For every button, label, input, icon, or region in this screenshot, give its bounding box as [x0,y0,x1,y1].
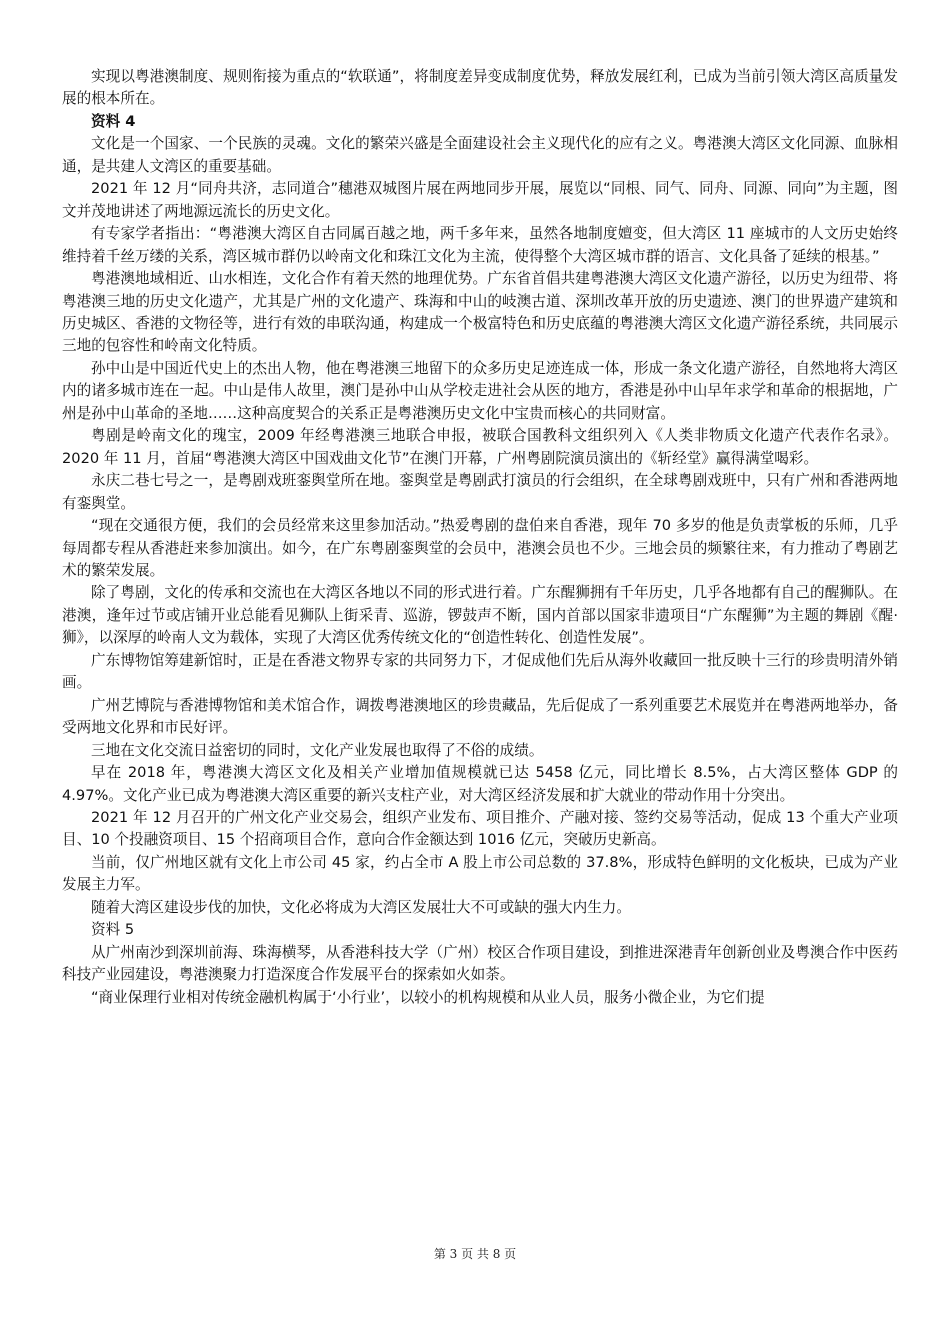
paragraph-photo-exhibition: 2021 年 12 月“同舟共济，志同道合”穗港双城图片展在两地同步开展，展览以“同根、同气、同舟、同源、同向”为主题，图文并茂地讲述了两地源远流长的历史文化。 [62,180,898,220]
paragraph-museum: 广东博物馆筹建新馆时，正是在香港文物界专家的共同努力下，才促成他们先后从海外收藏回一批反映十三行的珍贵明清外销画。 [62,651,898,692]
paragraph-cantonese-opera: 粤剧是岭南文化的瑰宝，2009 年经粤港澳三地联合申报，被联合国教科文组织列入《人类非物质文化遗产代表作名录》。2020 年 11 月，首届“粤港澳大湾区中国戏曲文化节”在澳门开幕，广州粤剧院演员演出的《斩经堂》赢得满堂喝彩。 [62,427,898,467]
paragraph-culture-soul: 文化是一个国家、一个民族的灵魂。文化的繁荣兴盛是全面建设社会主义现代化的应有之义。粤港澳大湾区文化同源、血脉相通，是共建人文湾区的重要基础。 [62,135,898,175]
paragraph-trade-fair: 2021 年 12 月召开的广州文化产业交易会，组织产业发布、项目推介、产融对接、签约交易等活动，促成 13 个重大产业项目、10 个投融资项目、15 个招商项目合作，意向合作金额达到 1016 亿元，突破历史新高。 [62,808,898,849]
paragraph-cultural-industry-intro: 三地在文化交流日益密切的同时，文化产业发展也取得了不俗的成绩。 [91,741,544,759]
document-body [62,66,898,1009]
paragraph-luanyu-hall: 永庆二巷七号之一，是粤剧戏班銮舆堂所在地。銮舆堂是粤剧武打演员的行会组织，在全球粤剧戏班中，只有广州和香港两地有銮舆堂。 [62,472,898,512]
paragraph-2018-statistics: 早在 2018 年，粤港澳大湾区文化及相关产业增加值规模就已达 5458 亿元，同比增长 8.5%，占大湾区整体 GDP 的 4.97%。文化产业已成为粤港澳大湾区重要的新兴支柱产业，对大湾区经济发展和扩大就业的带动作用十分突出。 [62,764,898,804]
paragraph-factoring-quote: “商业保理行业相对传统金融机构属于‘小行业’，以较小的机构规模和从业人员，服务小微企业，为它们提 [91,988,765,1006]
paragraph-sun-yat-sen: 孙中山是中国近代史上的杰出人物，他在粤港澳三地留下的众多历史足迹连成一体，形成一条文化遗产游径，自然地将大湾区内的诸多城市连在一起。中山是伟人故里，澳门是孙中山从学校走进社会从医的地方，香港是孙中山早年求学和革命的根据地，广州是孙中山革命的圣地……这种高度契合的关系正是粤港澳历史文化中宝贵而核心的共同财富。 [62,359,898,422]
paragraph-heritage-trail: 粤港澳地域相近、山水相连，文化合作有着天然的地理优势。广东省首倡共建粤港澳大湾区文化遗产游径，以历史为纽带、将粤港澳三地的历史文化遗产，尤其是广州的文化遗产、珠海和中山的岐澳古道、深圳改革开放的历史遗迹、澳门的世界遗产建筑和历史城区、香港的文物径等，进行有效的串联沟通，构建成一个极富特色和历史底蕴的粤港澳大湾区文化遗产游径系统，共同展示三地的包容性和岭南文化特质。 [62,270,898,355]
section-heading-material-4: 资料 4 [91,112,136,130]
paragraph-lion-dance: 除了粤剧，文化的传承和交流也在大湾区各地以不同的形式进行着。广东醒狮拥有千年历史，几乎各地都有自己的醒狮队。在港澳，逢年过节或店铺开业总能看见狮队上街采青、巡游，锣鼓声不断，国内首部以国家非遗项目“广东醒狮”为主题的舞剧《醒·狮》，以深厚的岭南人文为载体，实现了大湾区优秀传统文化的“创造性转化、创造性发展”。 [62,584,898,647]
paragraph-listed-companies: 当前，仅广州地区就有文化上市公司 45 家，约占全市 A 股上市公司总数的 37.8%，形成特色鲜明的文化板块，已成为产业发展主力军。 [62,853,898,894]
paragraph-soft-connectivity: 实现以粤港澳制度、规则衔接为重点的“软联通”，将制度差异变成制度优势，释放发展红利，已成为当前引领大湾区高质量发展的根本所在。 [62,68,898,108]
paragraph-art-museum: 广州艺博院与香港博物馆和美术馆合作，调拨粤港澳地区的珍贵藏品，先后促成了一系列重要艺术展览并在粤港两地举办，备受两地文化界和市民好评。 [62,696,898,737]
paragraph-cooperation-platforms: 从广州南沙到深圳前海、珠海横琴，从香港科技大学（广州）校区合作项目建设，到推进深港青年创新创业及粤澳合作中医药科技产业园建设，粤港澳聚力打造深度合作发展平台的探索如火如荼。 [62,943,898,984]
paragraph-member-quote: “现在交通很方便，我们的会员经常来这里参加活动。”热爱粤剧的盘伯来自香港，现年 70 多岁的他是负责掌板的乐师，几乎每周都专程从香港赶来参加演出。如今，在广东粤剧銮舆堂的会员中，港澳会员也不少。三地会员的频繁往来，有力推动了粤剧艺术的繁荣发展。 [62,517,898,579]
section-heading-material-5: 资料 5 [91,921,135,939]
paragraph-conclusion: 随着大湾区建设步伐的加快，文化必将成为大湾区发展壮大不可或缺的强大内生力。 [91,898,631,916]
paragraph-expert-quote: 有专家学者指出：“粤港澳大湾区自古同属百越之地，两千多年来，虽然各地制度嬗变，但大湾区 11 座城市的人文历史始终维持着千丝万缕的关系，湾区城市群仍以岭南文化和珠江文化为主流，使得整个大湾区城市群的语言、文化具备了延续的根基。” [62,225,898,265]
page-footer: 第 3 页 共 8 页 [433,1247,517,1261]
